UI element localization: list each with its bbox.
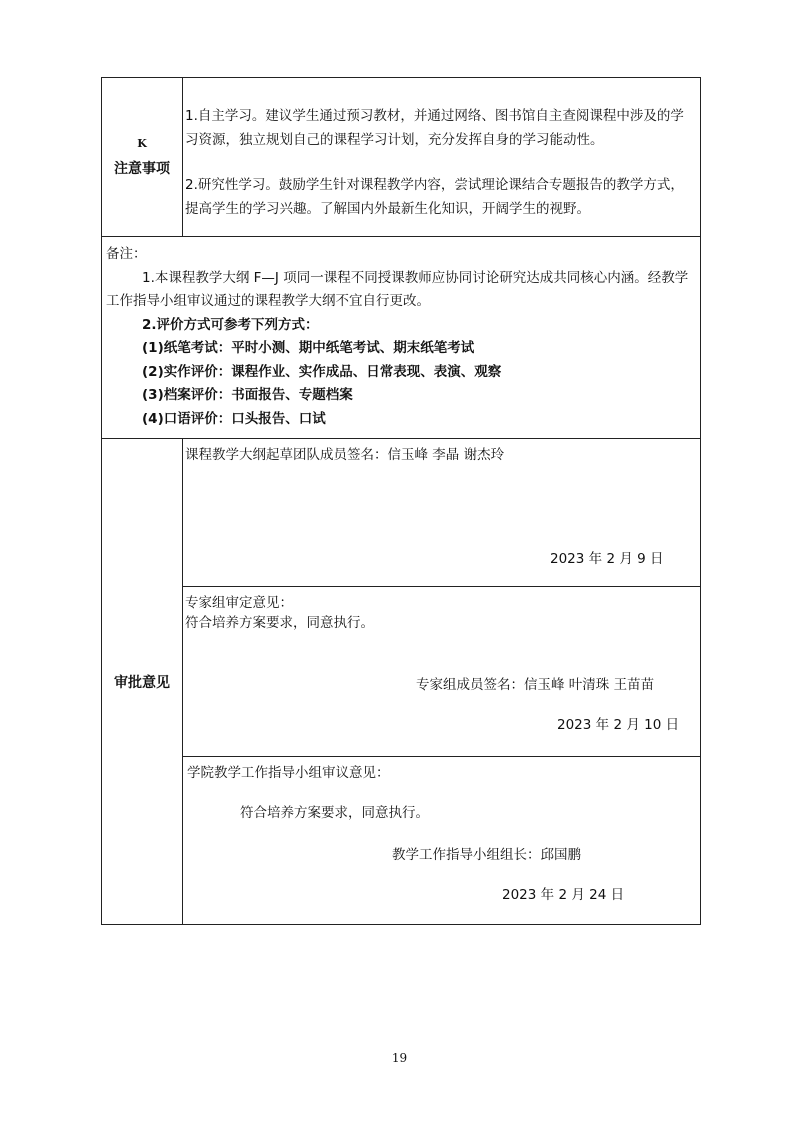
expert-date: 2023 年 2 月 10 日 [557, 717, 680, 733]
drafting-signers: 课程教学大纲起草团队成员签名：信玉峰 李晶 谢杰玲 [185, 447, 505, 463]
drafting-cell [183, 439, 701, 587]
remarks-line-1: 1.本课程教学大纲 F—J 项同一课程不同授课教师应协同讨论研究达成共同核心内涵。经教学工作指导小组审议通过的课程教学大纲不宜自行更改。 [106, 269, 689, 309]
remarks-line-6: (4)口语评价：口头报告、口试 [142, 410, 326, 427]
remarks-line-4: (2)实作评价：课程作业、实作成品、日常表现、表演、观察 [142, 363, 502, 380]
drafting-date: 2023 年 2 月 9 日 [550, 551, 664, 567]
college-row [102, 757, 701, 925]
note-item-1: 1.自主学习。建议学生通过预习教材，并通过网络、图书馆自主查阅课程中涉及的学习资源，独立规划自己的课程学习计划，充分发挥自身的学习能动性。 [185, 108, 684, 148]
page-number: 19 [391, 1051, 408, 1065]
remarks-title: 备注： [106, 246, 147, 262]
college-leader: 教学工作指导小组组长：邱国鹏 [392, 847, 581, 863]
expert-cell [183, 587, 701, 757]
expert-row [102, 587, 701, 757]
approval-label: 审批意见 [114, 674, 170, 691]
college-opinion: 符合培养方案要求，同意执行。 [240, 805, 429, 821]
college-cell [183, 757, 701, 925]
remarks-line-3: (1)纸笔考试：平时小测、期中纸笔考试、期末纸笔考试 [142, 340, 475, 356]
notes-label: 注意事项 [114, 160, 170, 177]
syllabus-table [101, 77, 701, 925]
notes-label-cell [102, 78, 183, 237]
college-date: 2023 年 2 月 24 日 [502, 887, 625, 903]
expert-title: 专家组审定意见： [185, 595, 293, 611]
college-title: 学院教学工作指导小组审议意见： [187, 765, 390, 781]
expert-opinion: 符合培养方案要求，同意执行。 [185, 615, 374, 631]
drafting-row [102, 439, 701, 587]
notes-content-cell [183, 78, 701, 237]
note-item-2: 2.研究性学习。鼓励学生针对课程教学内容，尝试理论课结合专题报告的教学方式，提高学生的学习兴趣。了解国内外最新生化知识，开阔学生的视野。 [185, 177, 684, 217]
section-letter: K [137, 136, 147, 150]
approval-label-cell [102, 439, 183, 925]
notes-row [102, 78, 701, 237]
remarks-row [102, 237, 701, 439]
remarks-cell [102, 237, 701, 439]
remarks-line-5: (3)档案评价：书面报告、专题档案 [142, 387, 353, 403]
remarks-line-2: 2.评价方式可参考下列方式： [142, 316, 319, 333]
expert-signers: 专家组成员签名：信玉峰 叶清珠 王苗苗 [416, 677, 655, 693]
